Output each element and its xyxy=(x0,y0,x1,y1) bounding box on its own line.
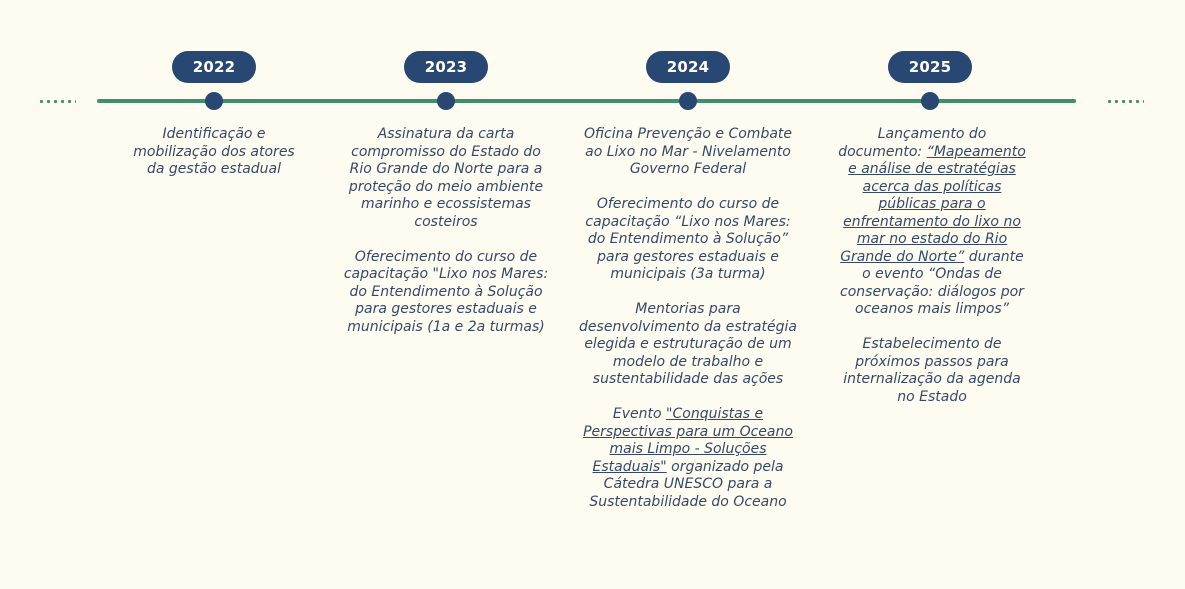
milestone-text: Assinatura da carta compromisso do Estado do Rio Grande do Norte para a proteção do meio ambiente marinho e ecossistemas costeiros xyxy=(348,126,544,230)
milestone-text-prefix: Evento xyxy=(612,406,667,422)
milestone-text: Identificação e mobilização dos atores da gestão estadual xyxy=(133,126,295,177)
milestone-text: Oferecimento do curso de capacitação "Lixo nos Mares: do Entendimento à Solução para gestores estaduais e municipais (1a e 2a turmas) xyxy=(343,248,549,335)
milestone-text-suffix: durante o evento “Ondas de conservação: diálogos por oceanos mais limpos” xyxy=(840,248,1024,317)
year-label-2022: 2022 xyxy=(172,51,256,83)
timeline-node-2025 xyxy=(921,92,939,110)
year-label-2025: 2025 xyxy=(888,51,972,83)
milestone-text-prefix: Lançamento do documento: xyxy=(838,126,987,160)
column-2022 xyxy=(101,126,327,179)
milestone-text xyxy=(575,406,801,511)
event-link[interactable]: "Conquistas e Perspectivas para um Oceano mais Limpo - Soluções Estaduais" xyxy=(583,406,793,475)
column-2025 xyxy=(827,126,1037,406)
column-2023 xyxy=(333,126,559,336)
column-2024 xyxy=(575,126,801,511)
milestone-text: Estabelecimento de próximos passos para internalização da agenda no Estado xyxy=(843,336,1021,405)
year-label-2024: 2024 xyxy=(646,51,730,83)
timeline-left-dots xyxy=(38,100,76,103)
milestone-text xyxy=(827,126,1037,319)
timeline-node-2022 xyxy=(205,92,223,110)
milestone-text: Mentorias para desenvolvimento da estratégia elegida e estruturação de um modelo de trabalho e sustentabilidade das ações xyxy=(579,301,797,387)
milestone-text: Oferecimento do curso de capacitação “Lixo nos Mares: do Entendimento à Solução” para gestores estaduais e municipais (3a turma) xyxy=(585,196,791,282)
document-link[interactable]: “Mapeamento e análise de estratégias acerca das políticas públicas para o enfrentamento do lixo no mar no estado do Rio Grande do Norte” xyxy=(840,143,1026,265)
timeline-node-2024 xyxy=(679,92,697,110)
milestone-text-suffix: organizado pela Cátedra UNESCO para a Sustentabilidade do Oceano xyxy=(589,458,787,510)
timeline-right-dots xyxy=(1106,100,1144,103)
timeline-node-2023 xyxy=(437,92,455,110)
milestone-text: Oficina Prevenção e Combate ao Lixo no Mar - Nivelamento Governo Federal xyxy=(583,126,793,177)
year-label-2023: 2023 xyxy=(404,51,488,83)
